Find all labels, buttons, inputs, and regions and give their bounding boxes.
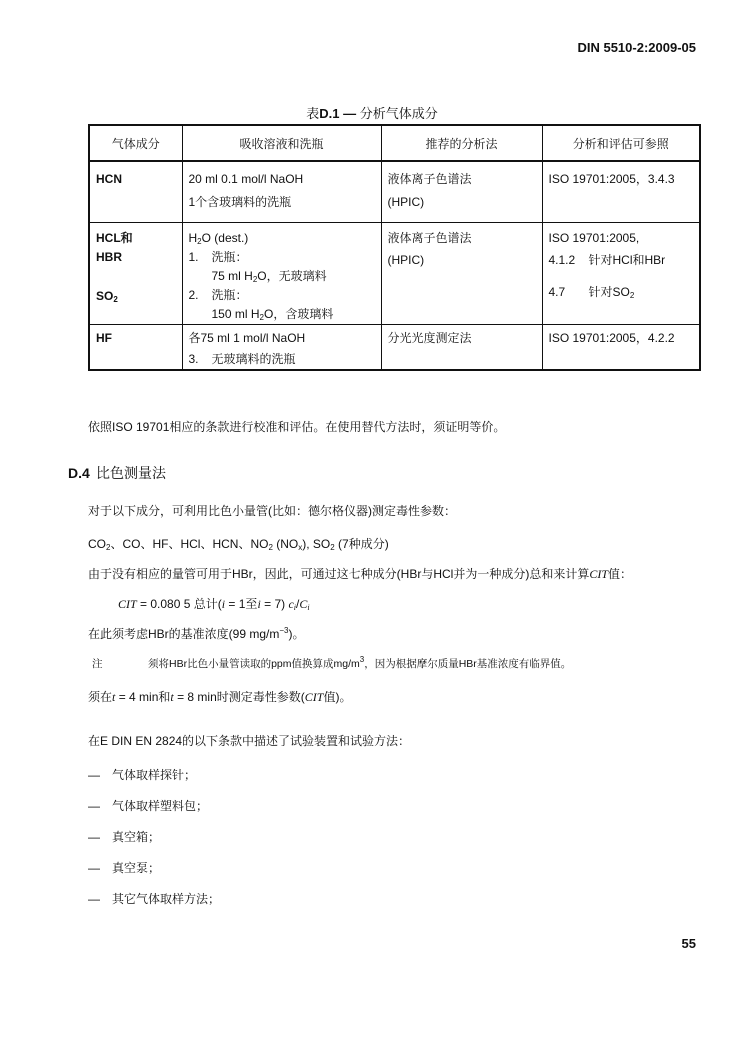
paragraph-iso-calibration: 依照ISO 19701相应的条款进行校准和评估。在使用替代方法时，须证明等价。 xyxy=(88,420,506,434)
paragraph-hbr-concentration: 在此须考虑HBr的基准浓度(99 $mg/m^{-3}$)。 xyxy=(88,626,305,641)
paragraph-din-reference: 在E DIN EN 2824的以下条款中描述了试验装置和试验方法： xyxy=(88,734,411,748)
section-heading: D.4 比色测量法 xyxy=(68,465,166,481)
table-row xyxy=(89,222,700,324)
cell-component: HBR xyxy=(96,249,122,264)
cell-method: (HPIC) xyxy=(387,252,425,267)
table-header-row xyxy=(89,125,700,161)
cell-method: 液体离子色谱法 xyxy=(387,172,472,186)
paragraph-measurement-time: 须在t = 4 min和t = 8 min时测定毒性参数(CIT值)。 xyxy=(88,690,352,704)
cell-solution: 20 ml 0.1 mol/l NaOH xyxy=(188,172,304,186)
page-number: 55 xyxy=(681,936,696,951)
cell-solution: 1个含玻璃料的洗瓶 xyxy=(188,195,292,209)
cell-component: $SO_2$ xyxy=(96,288,118,304)
cell-method: 分光光度测定法 xyxy=(387,330,472,345)
cell-reference: 4.1.2 针对HCl和HBr xyxy=(548,252,666,267)
table-caption: 表D.1 — 分析气体成分 xyxy=(306,106,438,121)
document-id: DIN 5510-2:2009-05 xyxy=(577,40,696,55)
list-item: — 真空泵； xyxy=(88,861,161,875)
cell-solution-item: 3. 无玻璃料的洗瓶 xyxy=(188,351,296,366)
header-component: 气体成分 xyxy=(89,125,182,161)
list-item: — 气体取样探针； xyxy=(88,768,197,782)
table-row xyxy=(89,324,700,370)
header-reference: 分析和评估可参照 xyxy=(542,125,700,161)
cell-solution: $H_2O$ (dest.) xyxy=(188,230,249,246)
cell-reference: ISO 19701:2005，4.2.2 xyxy=(548,330,675,345)
list-item: — 真空箱； xyxy=(88,830,161,844)
list-item: — 其它气体取样方法； xyxy=(88,892,221,906)
cell-solution-item: 1. 洗瓶： xyxy=(188,249,248,264)
cell-solution-item: 2. 洗瓶： xyxy=(188,287,248,302)
gas-analysis-table xyxy=(88,124,701,371)
cell-component: HF xyxy=(96,330,112,345)
cit-formula: CIT = 0.080 5 总计(i = 1至i = 7) $c_i/C_i$ xyxy=(118,597,310,612)
header-method: 推荐的分析法 xyxy=(381,125,542,161)
cell-method: 液体离子色谱法 xyxy=(387,230,472,245)
cell-solution-item: 150 ml $H_2O$，含玻璃料 xyxy=(211,306,334,322)
table-row xyxy=(89,161,700,222)
cell-reference: ISO 19701:2005，3.4.3 xyxy=(548,172,675,186)
cell-reference: 4.7 针对$SO_2$ xyxy=(548,284,635,300)
cell-component: HCN xyxy=(96,172,122,186)
paragraph-intro: 对于以下成分，可利用比色小量管(比如：德尔格仪器)测定毒性参数： xyxy=(88,504,456,518)
cell-method: (HPIC) xyxy=(387,195,425,209)
cell-reference: ISO 19701:2005, xyxy=(548,230,640,245)
list-item: — 气体取样塑料包； xyxy=(88,799,209,813)
note-label: 注 xyxy=(92,658,103,670)
header-solution: 吸收溶液和洗瓶 xyxy=(182,125,381,161)
gas-list: $CO_2$、CO、HF、HCl、HCN、$NO_2$ $(NO_x)$, $SO_2$ (7种成分) xyxy=(88,537,389,552)
cell-solution-item: 75 ml $H_2O$，无玻璃料 xyxy=(211,268,327,284)
cell-solution: 各75 ml 1 mol/l NaOH xyxy=(188,330,306,345)
note: 注 须将HBr比色小量管读取的ppm值换算成$mg/m^3$，因为根据摩尔质量HBr基准浓度有临界值。 xyxy=(92,655,572,670)
cell-component: HCL和 xyxy=(96,230,133,245)
paragraph-calculation: 由于没有相应的量管可用于HBr，因此，可通过这七种成分(HBr与HCl并为一种成分)总和来计算CIT值： xyxy=(88,567,633,581)
